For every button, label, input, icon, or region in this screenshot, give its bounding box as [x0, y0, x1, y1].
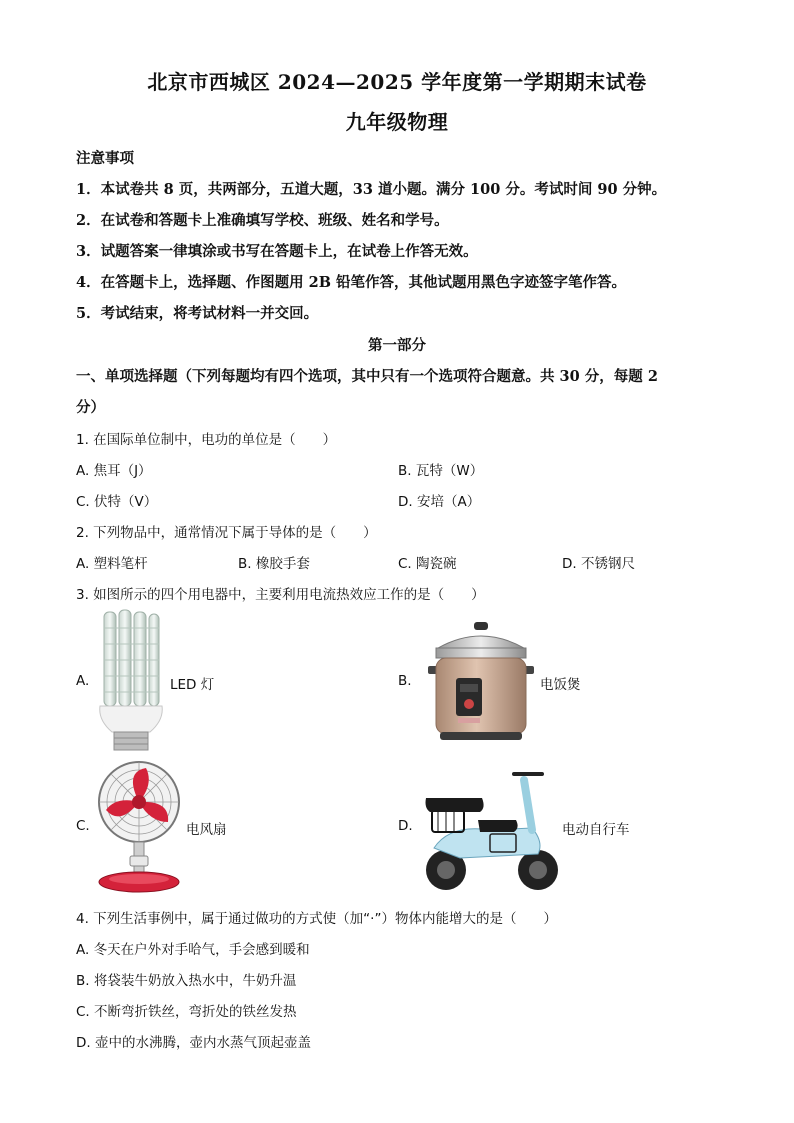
note-item: 5．考试结束，将考试材料一并交回。: [76, 305, 319, 322]
note-item: 3．试题答案一律填涂或书写在答题卡上，在试卷上作答无效。: [76, 243, 478, 260]
electric-bicycle-image: [420, 758, 562, 896]
q4-option-a: A. 冬天在户外对手哈气，手会感到暖和: [76, 942, 310, 958]
rice-cooker-image: [424, 620, 538, 744]
question-4-stem: 4. 下列生活事例中，属于通过做功的方式使（加“·”）物体内能增大的是（ ）: [76, 911, 557, 927]
notes-heading: 注意事项: [76, 150, 134, 167]
part-heading: 第一部分: [368, 337, 426, 354]
q3-option-c-letter: C.: [76, 818, 90, 834]
q2-option-d: D. 不锈钢尺: [562, 556, 635, 572]
page-title: 北京市西城区 2024—2025 学年度第一学期期末试卷: [147, 70, 647, 94]
led-bulb-image: [92, 608, 170, 754]
note-item: 4．在答题卡上，选择题、作图题用 2B 铅笔作答，其他试题用黑色字迹签字笔作答。: [76, 274, 627, 291]
q1-option-a: A. 焦耳（J）: [76, 463, 152, 479]
q3-option-b-letter: B.: [398, 673, 412, 689]
q3-option-d-letter: D.: [398, 818, 413, 834]
q3-option-a-letter: A.: [76, 673, 90, 689]
q2-option-a: A. 塑料笔杆: [76, 556, 148, 572]
q1-option-d: D. 安培（A）: [398, 494, 481, 510]
electric-fan-image: [94, 760, 184, 894]
note-item: 1．本试卷共 8 页，共两部分，五道大题，33 道小题。满分 100 分。考试时间 90 分钟。: [76, 181, 667, 198]
q3-option-d-label: 电动自行车: [562, 822, 630, 838]
q4-option-b: B. 将袋装牛奶放入热水中，牛奶升温: [76, 973, 297, 989]
note-item: 2．在试卷和答题卡上准确填写学校、班级、姓名和学号。: [76, 212, 449, 229]
question-3-stem: 3. 如图所示的四个用电器中，主要利用电流热效应工作的是（ ）: [76, 587, 485, 603]
question-1-stem: 1. 在国际单位制中，电功的单位是（ ）: [76, 432, 337, 448]
question-2-stem: 2. 下列物品中，通常情况下属于导体的是（ ）: [76, 525, 377, 541]
q1-option-b: B. 瓦特（W）: [398, 463, 484, 479]
q3-option-a-label: LED 灯: [170, 677, 215, 693]
section-heading-cont: 分）: [76, 399, 105, 416]
q3-option-c-label: 电风扇: [186, 822, 227, 838]
q4-option-c: C. 不断弯折铁丝，弯折处的铁丝发热: [76, 1004, 297, 1020]
q3-option-b-label: 电饭煲: [540, 677, 581, 693]
q2-option-c: C. 陶瓷碗: [398, 556, 457, 572]
section-heading: 一、单项选择题（下列每题均有四个选项，其中只有一个选项符合题意。共 30 分，每题 2: [76, 368, 658, 385]
page-subtitle: 九年级物理: [345, 110, 449, 134]
q4-option-d: D. 壶中的水沸腾，壶内水蒸气顶起壶盖: [76, 1035, 311, 1051]
q2-option-b: B. 橡胶手套: [238, 556, 310, 572]
q1-option-c: C. 伏特（V）: [76, 494, 158, 510]
